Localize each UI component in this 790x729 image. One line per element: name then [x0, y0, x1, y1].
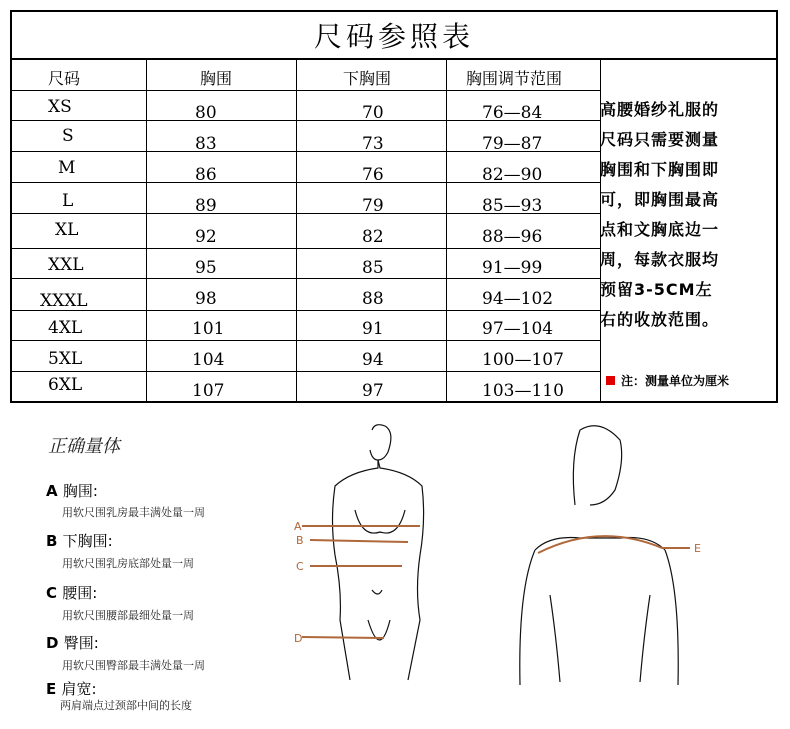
size-chart-title: 尺码参照表 — [10, 10, 778, 60]
cell-bust: 101 — [192, 319, 225, 339]
cell-size: S — [62, 126, 74, 146]
measure-line-d — [302, 637, 384, 638]
front-body-outline — [333, 425, 424, 680]
measure-line-b — [310, 540, 408, 542]
cell-size: XL — [55, 220, 79, 240]
cell-underbust: 94 — [362, 350, 384, 370]
cell-range: 91—99 — [482, 258, 543, 278]
cell-underbust: 85 — [362, 258, 384, 278]
header-underbust: 下胸围 — [343, 68, 392, 88]
note-line: 右的收放范围。 — [600, 310, 720, 329]
cell-size: 6XL — [48, 375, 83, 395]
table-divider — [446, 60, 447, 401]
back-body-outline — [520, 426, 678, 685]
cell-underbust: 70 — [362, 103, 384, 123]
cell-range: 85—93 — [482, 196, 543, 216]
table-divider — [146, 60, 147, 401]
cell-underbust: 82 — [362, 227, 384, 247]
measure-desc-a: 用软尺围乳房最丰满处量一周 — [62, 506, 205, 519]
measure-label-a: A 胸围: — [46, 482, 98, 500]
cell-underbust: 88 — [362, 289, 384, 309]
cell-range: 76—84 — [482, 103, 543, 123]
measure-label-d: D 臀围: — [46, 634, 99, 652]
marker-d: D — [294, 632, 303, 645]
cell-range: 97—104 — [482, 319, 554, 339]
table-divider — [296, 60, 297, 401]
cell-size: XXXL — [40, 291, 88, 311]
red-square-icon — [606, 376, 615, 385]
cell-underbust: 97 — [362, 381, 384, 401]
marker-b: B — [296, 534, 304, 547]
measure-label-e: E 肩宽: — [46, 680, 97, 698]
marker-a: A — [294, 520, 302, 533]
cell-bust: 89 — [195, 196, 217, 216]
note-line: 尺码只需要测量 — [600, 130, 720, 149]
header-bust: 胸围 — [200, 68, 233, 88]
cell-underbust: 76 — [362, 165, 384, 185]
cell-range: 100—107 — [482, 350, 564, 370]
measure-desc-c: 用软尺围腰部最细处量一周 — [62, 609, 194, 622]
cell-bust: 107 — [192, 381, 225, 401]
cell-bust: 83 — [195, 134, 217, 154]
marker-c: C — [296, 560, 304, 573]
cell-range: 94—102 — [482, 289, 554, 309]
cell-bust: 98 — [195, 289, 217, 309]
cell-underbust: 73 — [362, 134, 384, 154]
note-line: 周，每款衣服均 — [600, 250, 720, 269]
cell-underbust: 91 — [362, 319, 384, 339]
cell-range: 79—87 — [482, 134, 543, 154]
cell-bust: 92 — [195, 227, 217, 247]
cell-bust: 95 — [195, 258, 217, 278]
cell-bust: 104 — [192, 350, 225, 370]
header-size: 尺码 — [48, 68, 81, 88]
cell-size: M — [58, 158, 76, 178]
measure-desc-e: 两肩端点过颈部中间的长度 — [60, 699, 192, 712]
note-line: 高腰婚纱礼服的 — [600, 100, 720, 119]
cell-range: 88—96 — [482, 227, 543, 247]
size-note — [600, 95, 760, 335]
unit-footnote: 注：测量单位为厘米 — [606, 372, 729, 389]
measure-label-c: C 腰围: — [46, 584, 98, 602]
note-line: 点和文胸底边一 — [600, 220, 720, 239]
cell-range: 103—110 — [482, 381, 564, 401]
cell-size: L — [62, 191, 74, 211]
cell-size: 5XL — [48, 349, 83, 369]
measure-label-b: B 下胸围: — [46, 532, 113, 550]
cell-bust: 86 — [195, 165, 217, 185]
body-measurement-illustration — [280, 420, 720, 695]
cell-bust: 80 — [195, 103, 217, 123]
guide-title: 正确量体 — [48, 436, 120, 457]
note-line: 胸围和下胸围即 — [600, 160, 720, 179]
header-bust-range: 胸围调节范围 — [466, 68, 563, 88]
cell-size: 4XL — [48, 318, 83, 338]
note-line: 可，即胸围最高 — [600, 190, 720, 209]
cell-underbust: 79 — [362, 196, 384, 216]
measure-desc-d: 用软尺围臀部最丰满处量一周 — [62, 659, 205, 672]
cell-size: XXL — [48, 255, 84, 275]
cell-size: XS — [48, 97, 72, 117]
marker-e: E — [694, 542, 701, 555]
measure-lines — [302, 526, 690, 638]
cell-range: 82—90 — [482, 165, 543, 185]
note-line: 预留3-5CM左 — [600, 280, 713, 299]
measure-desc-b: 用软尺围乳房底部处量一周 — [62, 557, 194, 570]
